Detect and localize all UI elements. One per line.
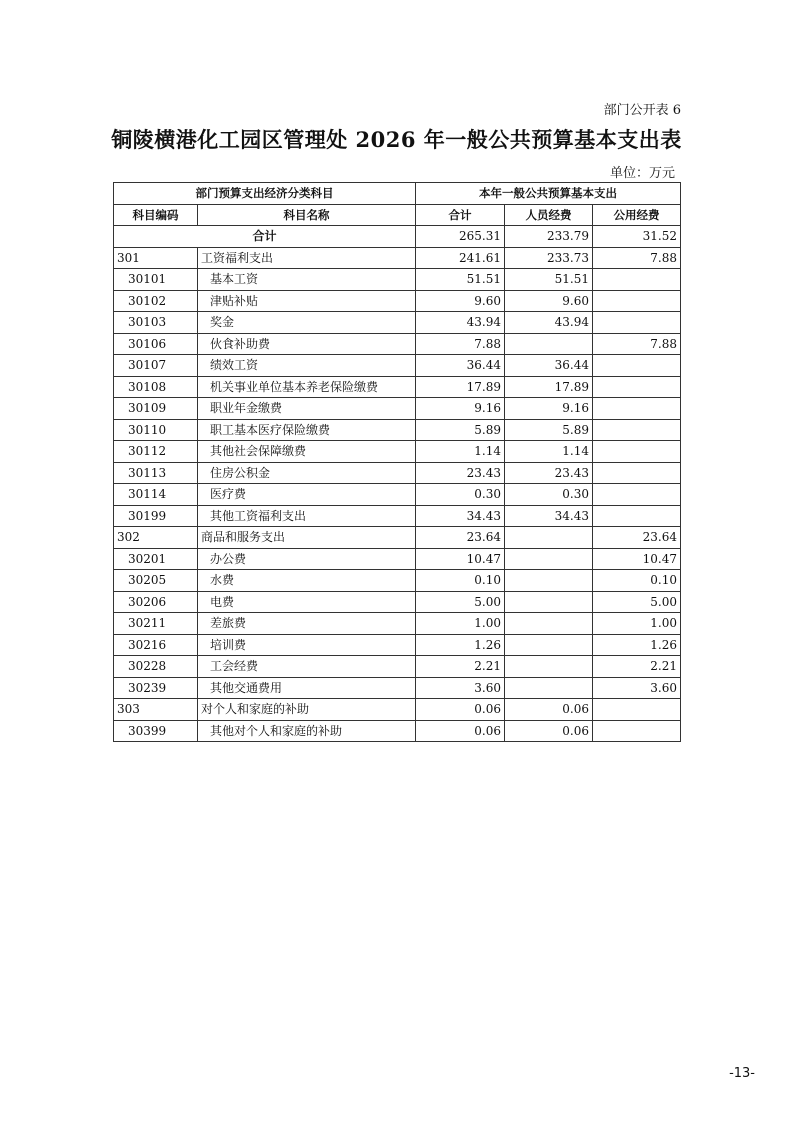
page-number: -13-: [729, 1066, 755, 1081]
column-header-personnel: 人员经费: [505, 204, 593, 226]
row-name: 绩效工资: [198, 355, 416, 377]
row-total: 9.16: [416, 398, 505, 420]
row-public: 5.00: [593, 591, 681, 613]
row-personnel: 9.16: [505, 398, 593, 420]
table-row: [114, 548, 681, 570]
table-row: [114, 634, 681, 656]
table-row: [114, 355, 681, 377]
row-name: 其他对个人和家庭的补助: [198, 720, 416, 742]
table-row: [114, 419, 681, 441]
table-row: [114, 269, 681, 291]
row-public: 1.00: [593, 613, 681, 635]
row-public: [593, 484, 681, 506]
row-name: 其他工资福利支出: [198, 505, 416, 527]
row-personnel: 233.73: [505, 247, 593, 269]
table-row: [114, 376, 681, 398]
page-title: 铜陵横港化工园区管理处 2026 年一般公共预算基本支出表: [111, 127, 682, 152]
row-personnel: 17.89: [505, 376, 593, 398]
table-row: [114, 527, 681, 549]
row-code: 30205: [114, 570, 198, 592]
table-row: [114, 699, 681, 721]
row-code: 30399: [114, 720, 198, 742]
row-public: 2.21: [593, 656, 681, 678]
row-total: 36.44: [416, 355, 505, 377]
total-amount: 265.31: [416, 226, 505, 248]
table-row: [114, 247, 681, 269]
row-code: 30112: [114, 441, 198, 463]
total-label: 合计: [114, 226, 416, 248]
row-public: [593, 720, 681, 742]
row-personnel: [505, 634, 593, 656]
row-total: 10.47: [416, 548, 505, 570]
row-total: 5.89: [416, 419, 505, 441]
table-row: [114, 333, 681, 355]
row-total: 34.43: [416, 505, 505, 527]
row-total: 5.00: [416, 591, 505, 613]
row-code: 30199: [114, 505, 198, 527]
row-total: 241.61: [416, 247, 505, 269]
row-total: 43.94: [416, 312, 505, 334]
row-personnel: [505, 548, 593, 570]
row-name: 培训费: [198, 634, 416, 656]
row-name: 职工基本医疗保险缴费: [198, 419, 416, 441]
row-public: 1.26: [593, 634, 681, 656]
row-total: 2.21: [416, 656, 505, 678]
table-row: [114, 613, 681, 635]
column-header-total: 合计: [416, 204, 505, 226]
row-personnel: 9.60: [505, 290, 593, 312]
column-header-name: 科目名称: [198, 204, 416, 226]
row-total: 0.30: [416, 484, 505, 506]
row-code: 30103: [114, 312, 198, 334]
row-total: 1.26: [416, 634, 505, 656]
row-code: 30106: [114, 333, 198, 355]
column-header-code: 科目编码: [114, 204, 198, 226]
table-row: [114, 505, 681, 527]
row-personnel: [505, 591, 593, 613]
row-public: 3.60: [593, 677, 681, 699]
row-code: 303: [114, 699, 198, 721]
row-total: 23.43: [416, 462, 505, 484]
unit-label: 单位：万元: [609, 166, 675, 181]
row-code: 30113: [114, 462, 198, 484]
table-row: [114, 656, 681, 678]
row-total: 51.51: [416, 269, 505, 291]
row-code: 30211: [114, 613, 198, 635]
row-personnel: 5.89: [505, 419, 593, 441]
row-code: 30110: [114, 419, 198, 441]
row-name: 水费: [198, 570, 416, 592]
table-row: [114, 570, 681, 592]
row-code: 30216: [114, 634, 198, 656]
row-total: 7.88: [416, 333, 505, 355]
row-public: 7.88: [593, 247, 681, 269]
row-total: 1.14: [416, 441, 505, 463]
row-personnel: 0.30: [505, 484, 593, 506]
row-public: [593, 290, 681, 312]
row-public: [593, 269, 681, 291]
row-name: 医疗费: [198, 484, 416, 506]
table-row: [114, 290, 681, 312]
column-header-public: 公用经费: [593, 204, 681, 226]
row-personnel: 36.44: [505, 355, 593, 377]
row-name: 其他社会保障缴费: [198, 441, 416, 463]
row-name: 商品和服务支出: [198, 527, 416, 549]
row-name: 其他交通费用: [198, 677, 416, 699]
table-row: [114, 720, 681, 742]
row-total: 3.60: [416, 677, 505, 699]
row-total: 0.06: [416, 720, 505, 742]
row-name: 住房公积金: [198, 462, 416, 484]
row-personnel: [505, 613, 593, 635]
row-code: 30228: [114, 656, 198, 678]
row-name: 津贴补贴: [198, 290, 416, 312]
row-code: 30201: [114, 548, 198, 570]
row-public: 0.10: [593, 570, 681, 592]
row-personnel: 0.06: [505, 699, 593, 721]
row-public: 10.47: [593, 548, 681, 570]
row-total: 9.60: [416, 290, 505, 312]
row-personnel: 0.06: [505, 720, 593, 742]
row-public: [593, 355, 681, 377]
row-public: [593, 376, 681, 398]
row-name: 机关事业单位基本养老保险缴费: [198, 376, 416, 398]
row-personnel: [505, 333, 593, 355]
row-code: 302: [114, 527, 198, 549]
row-personnel: [505, 656, 593, 678]
row-personnel: 1.14: [505, 441, 593, 463]
row-public: [593, 699, 681, 721]
table-label: 部门公开表 6: [603, 103, 681, 118]
row-name: 办公费: [198, 548, 416, 570]
row-name: 基本工资: [198, 269, 416, 291]
budget-table: [113, 182, 681, 742]
row-public: [593, 462, 681, 484]
row-name: 对个人和家庭的补助: [198, 699, 416, 721]
row-code: 30114: [114, 484, 198, 506]
row-code: 30107: [114, 355, 198, 377]
total-personnel: 233.79: [505, 226, 593, 248]
row-code: 301: [114, 247, 198, 269]
header-column-row: [114, 204, 681, 226]
row-code: 30102: [114, 290, 198, 312]
table-row: [114, 462, 681, 484]
row-public: [593, 419, 681, 441]
row-total: 23.64: [416, 527, 505, 549]
row-total: 0.06: [416, 699, 505, 721]
row-name: 差旅费: [198, 613, 416, 635]
table-row: [114, 441, 681, 463]
row-code: 30206: [114, 591, 198, 613]
header-group-row: [114, 183, 681, 205]
row-name: 奖金: [198, 312, 416, 334]
row-total: 1.00: [416, 613, 505, 635]
table-row: [114, 591, 681, 613]
row-public: [593, 441, 681, 463]
total-row: [114, 226, 681, 248]
row-code: 30109: [114, 398, 198, 420]
group-header-expenditure: 本年一般公共预算基本支出: [416, 183, 681, 205]
row-personnel: [505, 677, 593, 699]
group-header-classification: 部门预算支出经济分类科目: [114, 183, 416, 205]
row-public: 7.88: [593, 333, 681, 355]
row-name: 电费: [198, 591, 416, 613]
table-row: [114, 677, 681, 699]
total-public: 31.52: [593, 226, 681, 248]
row-public: 23.64: [593, 527, 681, 549]
row-personnel: 23.43: [505, 462, 593, 484]
row-total: 17.89: [416, 376, 505, 398]
row-public: [593, 398, 681, 420]
row-code: 30101: [114, 269, 198, 291]
row-personnel: 34.43: [505, 505, 593, 527]
table-row: [114, 398, 681, 420]
row-code: 30108: [114, 376, 198, 398]
row-personnel: [505, 570, 593, 592]
row-public: [593, 312, 681, 334]
table-row: [114, 312, 681, 334]
row-name: 工资福利支出: [198, 247, 416, 269]
row-name: 工会经费: [198, 656, 416, 678]
row-personnel: 43.94: [505, 312, 593, 334]
row-personnel: [505, 527, 593, 549]
row-name: 职业年金缴费: [198, 398, 416, 420]
table-row: [114, 484, 681, 506]
row-code: 30239: [114, 677, 198, 699]
row-personnel: 51.51: [505, 269, 593, 291]
row-public: [593, 505, 681, 527]
row-name: 伙食补助费: [198, 333, 416, 355]
row-total: 0.10: [416, 570, 505, 592]
